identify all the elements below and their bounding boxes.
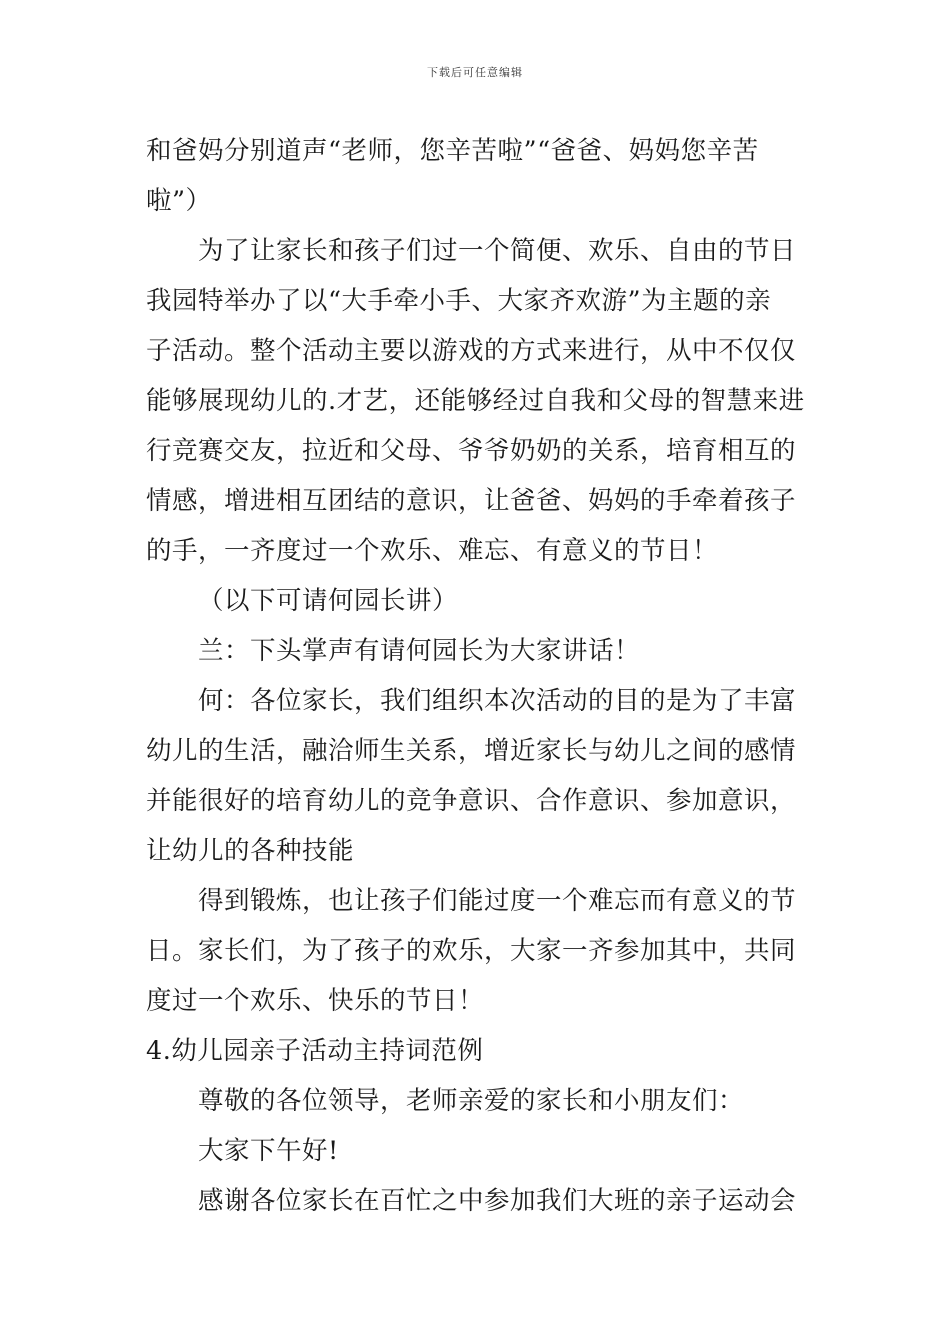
text-line: 尊敬的各位领导，老师亲爱的家长和小朋友们： xyxy=(198,1086,745,1116)
text-line: 日。家长们，为了孩子的欢乐，大家一齐参加其中，共同 xyxy=(146,936,797,966)
text-line: （以下可请何园长讲） xyxy=(198,586,459,616)
text-line: 幼儿的生活，融洽师生关系，增近家长与幼儿之间的感情 xyxy=(146,736,797,766)
text-line: 能够展现幼儿的.才艺，还能够经过自我和父母的智慧来进 xyxy=(146,386,805,416)
text-line: 让幼儿的各种技能 xyxy=(146,836,355,866)
text-line: 何：各位家长，我们组织本次活动的目的是为了丰富 xyxy=(198,686,797,716)
text-line: 大家下午好! xyxy=(198,1136,339,1166)
text-line: 我园特举办了以“大手牵小手、大家齐欢游”为主题的亲 xyxy=(146,286,772,316)
text-line: 度过一个欢乐、快乐的节日！ xyxy=(146,986,485,1016)
text-line: 并能很好的培育幼儿的竞争意识、合作意识、参加意识， xyxy=(146,786,797,816)
text-line: 的手，一齐度过一个欢乐、难忘、有意义的节日！ xyxy=(146,536,719,566)
text-line: 啦”） xyxy=(146,186,212,216)
document-body xyxy=(146,126,810,1226)
text-line: 行竞赛交友，拉近和父母、爷爷奶奶的关系，培育相互的 xyxy=(146,436,797,466)
text-line: 和爸妈分别道声“老师，您辛苦啦”“爸爸、妈妈您辛苦 xyxy=(146,136,759,166)
text-line: 子活动。整个活动主要以游戏的方式来进行，从中不仅仅 xyxy=(146,336,797,366)
text-line: 得到锻炼，也让孩子们能过度一个难忘而有意义的节 xyxy=(198,886,797,916)
text-line: 感谢各位家长在百忙之中参加我们大班的亲子运动会 xyxy=(198,1186,797,1216)
text-line: 情感，增进相互团结的意识，让爸爸、妈妈的手牵着孩子 xyxy=(146,486,797,516)
text-line: 兰：下头掌声有请何园长为大家讲话！ xyxy=(198,636,641,666)
page-header: 下载后可任意编辑 xyxy=(427,66,523,79)
text-line: 为了让家长和孩子们过一个简便、欢乐、自由的节日 xyxy=(198,236,797,266)
text-line: 4.幼儿园亲子活动主持词范例 xyxy=(146,1036,484,1066)
